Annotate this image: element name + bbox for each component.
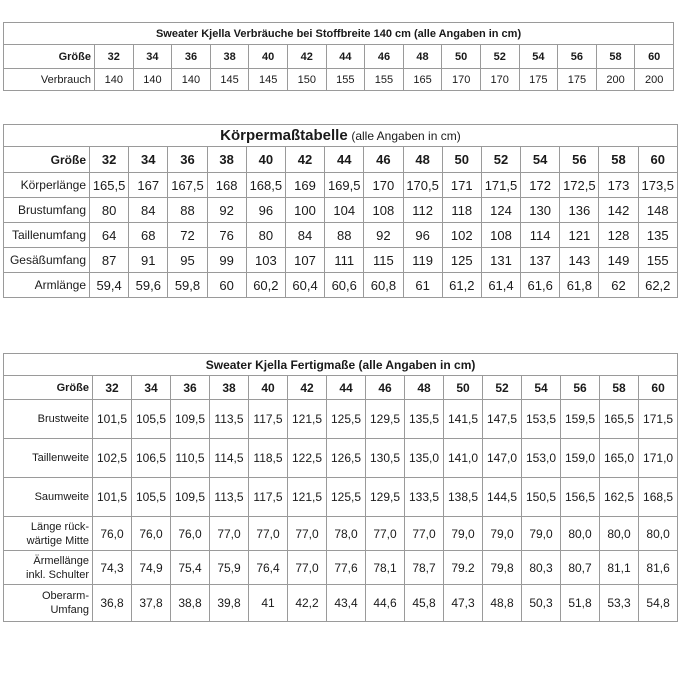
value-cell: 172 [521,173,560,198]
size-header-row [4,45,674,69]
value-cell: 76,0 [132,517,171,551]
value-cell: 101,5 [93,400,132,439]
size-cell: 60 [638,147,677,173]
value-cell: 91 [129,248,168,273]
value-cell: 77,0 [249,517,288,551]
value-cell: 77,0 [288,551,327,585]
value-cell: 61,6 [521,273,560,298]
value-cell: 170,5 [403,173,442,198]
value-cell: 133,5 [405,478,444,517]
size-cell: 48 [403,147,442,173]
value-cell: 44,6 [366,585,405,622]
value-cell: 79,0 [522,517,561,551]
value-cell: 200 [596,69,635,91]
value-cell: 171,0 [639,439,678,478]
row-label-line1: Saumweite [34,491,89,503]
value-cell: 125,5 [327,400,366,439]
value-cell: 109,5 [171,478,210,517]
value-cell: 117,5 [249,478,288,517]
size-cell: 42 [285,147,324,173]
value-cell: 50,3 [522,585,561,622]
value-cell: 168,5 [639,478,678,517]
value-cell: 62 [599,273,638,298]
value-cell: 150 [287,69,326,91]
size-cell: 32 [95,45,134,69]
value-cell: 96 [403,223,442,248]
value-cell: 175 [558,69,597,91]
value-cell: 135,0 [405,439,444,478]
size-cell: 36 [172,45,211,69]
table-row [4,173,678,198]
value-cell: 80 [90,198,129,223]
value-cell: 108 [481,223,520,248]
table-row [4,585,678,622]
value-cell: 143 [560,248,599,273]
row-label-line2: wärtige Mitte [26,534,89,547]
size-label: Größe [4,376,93,400]
value-cell: 115 [364,248,403,273]
value-cell: 104 [325,198,364,223]
size-cell: 58 [599,147,638,173]
size-cell: 38 [210,45,249,69]
size-cell: 42 [287,45,326,69]
value-cell: 96 [246,198,285,223]
value-cell: 80,0 [600,517,639,551]
value-cell: 141,5 [444,400,483,439]
value-cell: 165,0 [600,439,639,478]
value-cell: 77,0 [210,517,249,551]
row-label: Verbrauch [4,69,95,91]
value-cell: 114,5 [210,439,249,478]
value-cell: 105,5 [132,400,171,439]
value-cell: 150,5 [522,478,561,517]
value-cell: 165,5 [600,400,639,439]
value-cell: 76 [207,223,246,248]
size-header-row [4,147,678,173]
size-cell: 40 [246,147,285,173]
value-cell: 121,5 [288,478,327,517]
value-cell: 111 [325,248,364,273]
row-label: Brustumfang [4,198,90,223]
value-cell: 112 [403,198,442,223]
value-cell: 48,8 [483,585,522,622]
value-cell: 60,8 [364,273,403,298]
value-cell: 114 [521,223,560,248]
size-cell: 32 [93,376,132,400]
value-cell: 80,7 [561,551,600,585]
value-cell: 124 [481,198,520,223]
value-cell: 138,5 [444,478,483,517]
size-cell: 52 [483,376,522,400]
value-cell: 118,5 [249,439,288,478]
value-cell: 145 [249,69,288,91]
size-cell: 54 [522,376,561,400]
value-cell: 108 [364,198,403,223]
value-cell: 141,0 [444,439,483,478]
value-cell: 39,8 [210,585,249,622]
value-cell: 136 [560,198,599,223]
value-cell: 171 [442,173,481,198]
row-label: Taillenumfang [4,223,90,248]
value-cell: 175 [519,69,558,91]
value-cell: 80 [246,223,285,248]
value-cell: 76,0 [171,517,210,551]
value-cell: 145 [210,69,249,91]
value-cell: 140 [133,69,172,91]
size-cell: 58 [600,376,639,400]
value-cell: 172,5 [560,173,599,198]
row-label-line2: inkl. Schulter [26,568,89,581]
value-cell: 80,0 [639,517,678,551]
finished-measurement-table [3,353,678,622]
size-cell: 58 [596,45,635,69]
value-cell: 130 [521,198,560,223]
value-cell: 168,5 [246,173,285,198]
row-label-line1: Ärmellänge [33,554,89,567]
value-cell: 100 [285,198,324,223]
size-cell: 46 [366,376,405,400]
value-cell: 60,4 [285,273,324,298]
value-cell: 137 [521,248,560,273]
value-cell: 64 [90,223,129,248]
size-cell: 46 [364,147,403,173]
size-cell: 48 [405,376,444,400]
value-cell: 107 [285,248,324,273]
value-cell: 77,0 [288,517,327,551]
value-cell: 109,5 [171,400,210,439]
row-label [4,478,93,517]
value-cell: 76,0 [93,517,132,551]
value-cell: 147,0 [483,439,522,478]
value-cell: 54,8 [639,585,678,622]
value-cell: 61,8 [560,273,599,298]
value-cell: 140 [172,69,211,91]
value-cell: 167,5 [168,173,207,198]
value-cell: 59,4 [90,273,129,298]
value-cell: 42,2 [288,585,327,622]
value-cell: 155 [638,248,677,273]
row-label [4,585,93,622]
value-cell: 173 [599,173,638,198]
value-cell: 37,8 [132,585,171,622]
size-cell: 42 [288,376,327,400]
size-cell: 38 [207,147,246,173]
row-label-line1: Brustweite [37,413,89,425]
value-cell: 140 [95,69,134,91]
table-row [4,439,678,478]
size-label: Größe [4,147,90,173]
size-cell: 34 [129,147,168,173]
value-cell: 61,4 [481,273,520,298]
value-cell: 78,0 [327,517,366,551]
value-cell: 156,5 [561,478,600,517]
value-cell: 169 [285,173,324,198]
value-cell: 170 [364,173,403,198]
value-cell: 169,5 [325,173,364,198]
value-cell: 105,5 [132,478,171,517]
finished-measurement-title: Sweater Kjella Fertigmaße (alle Angaben in cm) [4,354,678,376]
value-cell: 59,6 [129,273,168,298]
value-cell: 165 [403,69,442,91]
size-cell: 32 [90,147,129,173]
value-cell: 53,3 [600,585,639,622]
value-cell: 159,5 [561,400,600,439]
value-cell: 125,5 [327,478,366,517]
value-cell: 131 [481,248,520,273]
value-cell: 122,5 [288,439,327,478]
value-cell: 47,3 [444,585,483,622]
value-cell: 102,5 [93,439,132,478]
value-cell: 171,5 [481,173,520,198]
body-measurement-title [4,125,678,147]
size-cell: 34 [133,45,172,69]
row-label: Gesäßumfang [4,248,90,273]
value-cell: 59,8 [168,273,207,298]
value-cell: 41 [249,585,288,622]
value-cell: 129,5 [366,478,405,517]
size-cell: 56 [558,45,597,69]
size-cell: 40 [249,376,288,400]
value-cell: 72 [168,223,207,248]
size-header-row [4,376,678,400]
value-cell: 130,5 [366,439,405,478]
value-cell: 117,5 [249,400,288,439]
size-label: Größe [4,45,95,69]
value-cell: 155 [326,69,365,91]
value-cell: 45,8 [405,585,444,622]
value-cell: 162,5 [600,478,639,517]
value-cell: 170 [442,69,481,91]
value-cell: 62,2 [638,273,677,298]
value-cell: 113,5 [210,478,249,517]
table-row [4,551,678,585]
table-row [4,478,678,517]
value-cell: 165,5 [90,173,129,198]
value-cell: 88 [325,223,364,248]
value-cell: 76,4 [249,551,288,585]
value-cell: 106,5 [132,439,171,478]
size-cell: 50 [444,376,483,400]
value-cell: 36,8 [93,585,132,622]
value-cell: 80,0 [561,517,600,551]
value-cell: 129,5 [366,400,405,439]
value-cell: 121,5 [288,400,327,439]
size-cell: 60 [639,376,678,400]
value-cell: 77,0 [366,517,405,551]
value-cell: 81,1 [600,551,639,585]
value-cell: 51,8 [561,585,600,622]
value-cell: 170 [480,69,519,91]
size-cell: 44 [325,147,364,173]
row-label [4,400,93,439]
value-cell: 99 [207,248,246,273]
table-row [4,517,678,551]
value-cell: 153,5 [522,400,561,439]
value-cell: 77,0 [405,517,444,551]
row-label [4,439,93,478]
size-cell: 52 [480,45,519,69]
value-cell: 84 [285,223,324,248]
value-cell: 142 [599,198,638,223]
fabric-consumption-table [3,22,674,91]
value-cell: 149 [599,248,638,273]
size-cell: 46 [365,45,404,69]
value-cell: 148 [638,198,677,223]
value-cell: 159,0 [561,439,600,478]
size-cell: 44 [327,376,366,400]
value-cell: 81,6 [639,551,678,585]
body-measurement-title-sub: (alle Angaben in cm) [351,129,461,143]
value-cell: 79,0 [483,517,522,551]
value-cell: 126,5 [327,439,366,478]
value-cell: 200 [635,69,674,91]
value-cell: 88 [168,198,207,223]
table-row [4,69,674,91]
value-cell: 118 [442,198,481,223]
value-cell: 103 [246,248,285,273]
value-cell: 147,5 [483,400,522,439]
size-cell: 60 [635,45,674,69]
value-cell: 125 [442,248,481,273]
value-cell: 38,8 [171,585,210,622]
value-cell: 68 [129,223,168,248]
value-cell: 74,3 [93,551,132,585]
row-label: Körperlänge [4,173,90,198]
value-cell: 92 [207,198,246,223]
table-row [4,198,678,223]
value-cell: 101,5 [93,478,132,517]
value-cell: 119 [403,248,442,273]
value-cell: 110,5 [171,439,210,478]
size-cell: 54 [519,45,558,69]
value-cell: 102 [442,223,481,248]
value-cell: 171,5 [639,400,678,439]
value-cell: 60,6 [325,273,364,298]
size-cell: 50 [442,45,481,69]
size-cell: 38 [210,376,249,400]
size-cell: 36 [171,376,210,400]
value-cell: 87 [90,248,129,273]
value-cell: 113,5 [210,400,249,439]
value-cell: 78,1 [366,551,405,585]
value-cell: 61 [403,273,442,298]
value-cell: 144,5 [483,478,522,517]
size-cell: 48 [403,45,442,69]
value-cell: 43,4 [327,585,366,622]
value-cell: 60,2 [246,273,285,298]
size-cell: 34 [132,376,171,400]
table-row [4,400,678,439]
value-cell: 92 [364,223,403,248]
body-measurement-title-main: Körpermaßtabelle [220,127,348,144]
value-cell: 84 [129,198,168,223]
value-cell: 60 [207,273,246,298]
fabric-consumption-title: Sweater Kjella Verbräuche bei Stoffbreite 140 cm (alle Angaben in cm) [4,23,674,45]
value-cell: 79,8 [483,551,522,585]
size-cell: 50 [442,147,481,173]
value-cell: 128 [599,223,638,248]
value-cell: 74,9 [132,551,171,585]
table-row [4,273,678,298]
size-cell: 56 [561,376,600,400]
row-label-line1: Taillenweite [32,452,89,464]
size-cell: 54 [521,147,560,173]
value-cell: 77,6 [327,551,366,585]
size-cell: 44 [326,45,365,69]
row-label-line1: Länge rück- [30,520,89,533]
value-cell: 79.2 [444,551,483,585]
value-cell: 75,9 [210,551,249,585]
value-cell: 61,2 [442,273,481,298]
table-row [4,248,678,273]
size-cell: 40 [249,45,288,69]
value-cell: 75,4 [171,551,210,585]
value-cell: 80,3 [522,551,561,585]
value-cell: 135 [638,223,677,248]
size-cell: 52 [481,147,520,173]
value-cell: 95 [168,248,207,273]
value-cell: 173,5 [638,173,677,198]
value-cell: 167 [129,173,168,198]
size-cell: 56 [560,147,599,173]
row-label: Armlänge [4,273,90,298]
size-cell: 36 [168,147,207,173]
value-cell: 153,0 [522,439,561,478]
body-measurement-table [3,124,678,298]
value-cell: 168 [207,173,246,198]
row-label [4,551,93,585]
row-label [4,517,93,551]
value-cell: 79,0 [444,517,483,551]
table-row [4,223,678,248]
row-label-line1: Oberarm- [41,590,89,602]
row-label-line2: Umfang [50,604,89,616]
value-cell: 78,7 [405,551,444,585]
value-cell: 121 [560,223,599,248]
value-cell: 155 [365,69,404,91]
value-cell: 135,5 [405,400,444,439]
